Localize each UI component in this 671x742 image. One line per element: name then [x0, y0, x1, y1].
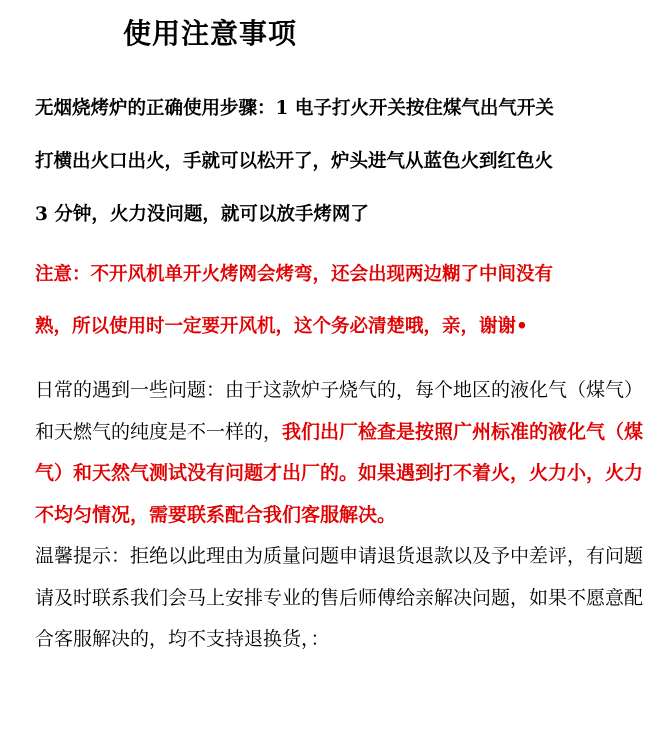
usage-steps-line-3: 3 分钟，火力没问题，就可以放手烤网了 — [35, 204, 369, 225]
usage-steps-line-2: 打横出火口出火，手就可以松开了，炉头进气从蓝色火到红色火 — [35, 151, 554, 172]
page-title: 使用注意事项 — [123, 17, 298, 50]
usage-steps-line-1: 无烟烧烤炉的正确使用步骤：1 电子打火开关按住煤气出气开关 — [35, 98, 554, 119]
usage-steps — [35, 82, 655, 241]
fan-warning-line-2: 熟，所以使用时一定要开风机，这个务必清楚哦，亲，谢谢• — [35, 316, 528, 337]
fan-warning-line-1: 注意：不开风机单开火烤网会烤弯，还会出现两边糊了中间没有 — [35, 264, 554, 285]
factory-test-emphasis: 我们出厂检查是按照广州标准的液化气（煤气）和天然气测试没有问题才出厂的。如果遇到打不着火，火力小，火力不均匀情况，需要联系配合我们客服解决。 — [35, 420, 644, 526]
common-issues-intro: 日常的遇到一些问题：由于这款炉子烧气的，每个地区的液化气（煤气）和天燃气的纯度是不一样的， — [35, 379, 644, 443]
warm-tip: 温馨提示：拒绝以此理由为质量问题申请退货退款以及予中差评，有问题请及时联系我们会马上安排专业的售后师傅给亲解决问题，如果不愿意配合客服解决的，均不支持退换货，： — [35, 545, 644, 650]
fan-warning-notice — [35, 249, 655, 353]
common-issues-section — [35, 370, 655, 661]
